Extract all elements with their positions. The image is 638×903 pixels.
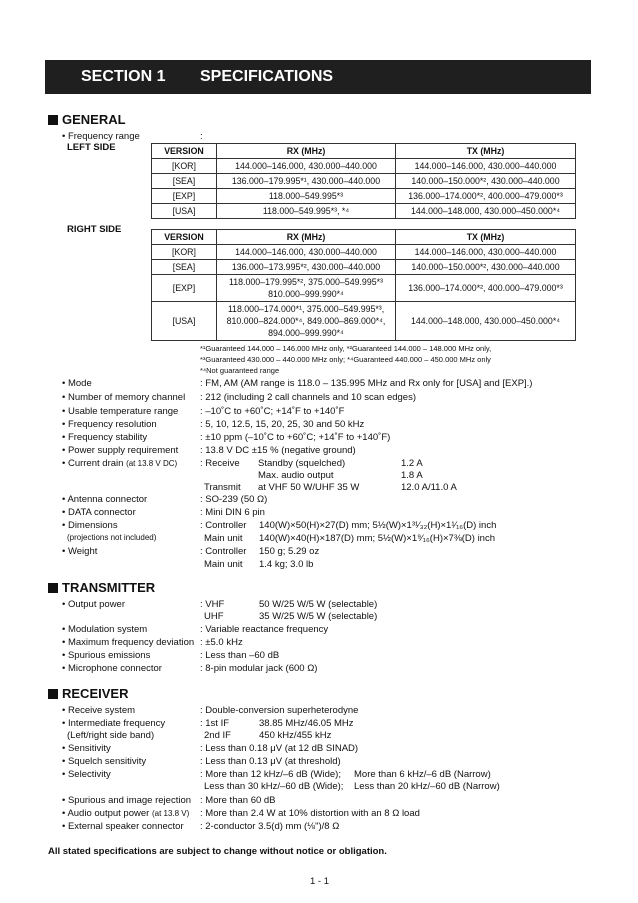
left-side-table: [151, 143, 576, 219]
table-row: [152, 204, 576, 219]
col-rx: RX (MHz): [217, 230, 396, 245]
table-row: [152, 189, 576, 204]
table-row: [152, 174, 576, 189]
section-header-bar: [45, 60, 591, 94]
receiver-heading: RECEIVER: [48, 686, 128, 701]
tx-cell: 140.000–150.000*², 430.000–440.000: [396, 260, 576, 275]
rx-cell: 118.000–174.000*¹, 375.000–549.995*³, 810.000–824.000*⁴, 849.000–869.000*⁴, 894.000–999.990*⁴: [217, 302, 396, 341]
col-tx: TX (MHz): [396, 144, 576, 159]
general-heading: GENERAL: [48, 112, 126, 127]
version-cell: [KOR]: [152, 159, 217, 174]
version-cell: [USA]: [152, 204, 217, 219]
rx-cell: 144.000–146.000, 430.000–440.000: [217, 245, 396, 260]
rx-cell: 118.000–549.995*³, *⁴: [217, 204, 396, 219]
tx-cell: 136.000–174.000*², 400.000–479.000*³: [396, 275, 576, 302]
version-cell: [EXP]: [152, 189, 217, 204]
square-bullet-icon: [48, 115, 58, 125]
section-title: SPECIFICATIONS: [200, 68, 334, 85]
version-cell: [KOR]: [152, 245, 217, 260]
version-cell: [SEA]: [152, 260, 217, 275]
right-side-label: RIGHT SIDE: [67, 224, 122, 235]
rx-cell: 118.000–549.995*³: [217, 189, 396, 204]
footnote: *³Guaranteed 430.000 – 440.000 MHz only; *⁴Guaranteed 440.000 – 450.000 MHz only: [200, 355, 491, 364]
version-cell: [USA]: [152, 302, 217, 341]
version-cell: [EXP]: [152, 275, 217, 302]
section-number: SECTION 1: [81, 68, 166, 85]
rx-cell: 136.000–179.995*¹, 430.000–440.000: [217, 174, 396, 189]
tx-cell: 144.000–148.000, 430.000–450.000*⁴: [396, 204, 576, 219]
transmitter-heading: TRANSMITTER: [48, 580, 155, 595]
table-footnotes: [200, 343, 491, 376]
table-header-row: [152, 230, 576, 245]
table-row: [152, 159, 576, 174]
disclaimer-text: All stated specifications are subject to change without notice or obligation.: [48, 846, 387, 857]
footnote: *⁴Not guaranteed range: [200, 366, 280, 375]
tx-cell: 144.000–146.000, 430.000–440.000: [396, 245, 576, 260]
footnote: *¹Guaranteed 144.000 – 146.000 MHz only, *²Guaranteed 144.000 – 148.000 MHz only,: [200, 344, 492, 353]
tx-cell: 136.000–174.000*², 400.000–479.000*³: [396, 189, 576, 204]
col-tx: TX (MHz): [396, 230, 576, 245]
version-cell: [SEA]: [152, 174, 217, 189]
page-number: 1 - 1: [310, 876, 330, 887]
tx-cell: 144.000–146.000, 430.000–440.000: [396, 159, 576, 174]
col-version: VERSION: [152, 230, 217, 245]
rx-cell: 144.000–146.000, 430.000–440.000: [217, 159, 396, 174]
rx-cell: 136.000–173.995*², 430.000–440.000: [217, 260, 396, 275]
freq-range-label: • Frequency range: [62, 131, 140, 142]
tx-cell: 140.000–150.000*², 430.000–440.000: [396, 174, 576, 189]
table-row: [152, 302, 576, 341]
rx-cell: 118.000–179.995*², 375.000–549.995*³ 810.000–999.990*⁴: [217, 275, 396, 302]
table-header-row: [152, 144, 576, 159]
col-rx: RX (MHz): [217, 144, 396, 159]
table-row: [152, 260, 576, 275]
table-row: [152, 245, 576, 260]
spec-row-current-drain: • Current drain (at 13.8 V DC) : Receive Standby (squelched) 1.2 A Max. audio output 1.8 A Transmit at VHF 50 W/UHF 35 W 12.0 A/11.0 A: [62, 458, 457, 493]
freq-range-colon: :: [200, 131, 203, 142]
square-bullet-icon: [48, 689, 58, 699]
right-side-table: [151, 229, 576, 341]
table-row: [152, 275, 576, 302]
square-bullet-icon: [48, 583, 58, 593]
tx-cell: 144.000–148.000, 430.000–450.000*⁴: [396, 302, 576, 341]
col-version: VERSION: [152, 144, 217, 159]
left-side-label: LEFT SIDE: [67, 142, 116, 153]
